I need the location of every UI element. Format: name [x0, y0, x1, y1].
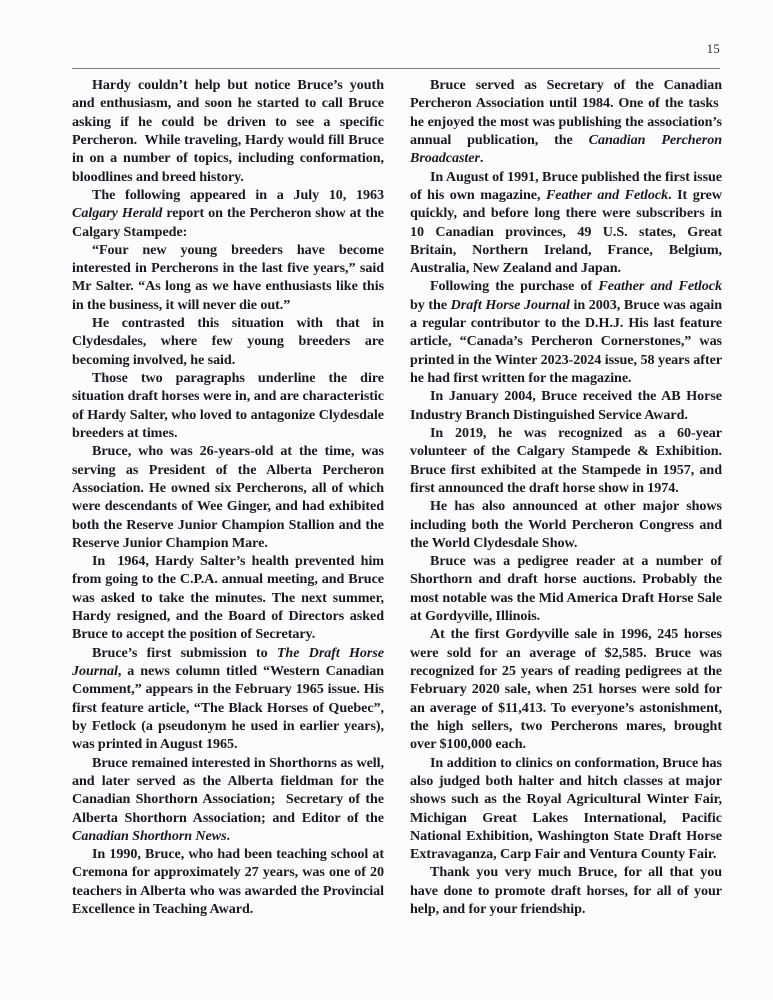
- paragraph-p-bruce-26: Bruce, who was 26-years-old at the time, was serving as President of the Alberta Percheron Association. He owned six Percherons, all of which were descendants of Wee Ginger, and had exhibited both the Reserve Junior Champion Stallion and the Reserve Junior Champion Mare.: [72, 443, 384, 551]
- paragraph-p-first-submission: Bruce’s first submission to The Draft Horse Journal, a news column titled “Western Canadian Comment,” appears in the February 1965 issue. His first feature article, “The Black Horses of Quebec”, by Fetlock (a pseudonym he used in earlier years), was printed in August 1965.: [72, 644, 384, 753]
- paragraph-p-following-appeared: The following appeared in a July 10, 1963 Calgary Herald report on the Percheron show at the Calgary Stampede:: [72, 186, 384, 240]
- paragraph-p-shorthorns: Bruce remained interested in Shorthorns as well, and later served as the Alberta fieldman for the Canadian Shorthorn Association; Secretary of the Alberta Shorthorn Association; and Editor of the Canadian Shorthorn News.: [72, 754, 384, 844]
- paragraph-p-gordyville-sale: At the first Gordyville sale in 1996, 245 horses were sold for an average of $2,585. Bruce was recognized for 25 years of reading pedigrees at the February 2020 sale, when 251 horses were sold for an average of $11,413. To everyone’s astonishment, the high sellers, two Percherons mares, brought over $100,000 each.: [410, 626, 722, 753]
- two-column-body: [72, 76, 722, 918]
- paragraph-p-purchase-dhj: Following the purchase of Feather and Fetlock by the Draft Horse Journal in 2003, Bruce was again a regular contributor to the D.H.J. His last feature article, “Canada’s Percheron Cornerstones,” was printed in the Winter 2023-2024 issue, 58 years after he had first written for the magazine.: [410, 278, 723, 386]
- paragraph-p-thank-you: Thank you very much Bruce, for all that you have done to promote draft horses, for all of your help, and for your friendship.: [410, 864, 722, 918]
- paragraph-p-secretary-cpa: Bruce served as Secretary of the Canadian Percheron Association until 1984. One of the tasks he enjoyed the most was publishing the association’s annual publication, the Canadian Percheron Broadcaster.: [410, 77, 722, 167]
- right-column: [410, 76, 722, 918]
- paragraph-p-two-paragraphs: Those two paragraphs underline the dire situation draft horses were in, and are characteristic of Hardy Salter, who loved to antagonize Clydesdale breeders at times.: [72, 370, 384, 441]
- paragraph-p-four-new-breeders: “Four new young breeders have become interested in Percherons in the last five years,” said Mr Salter. “As long as we have enthusiasts like this in the business, it will never die out.”: [72, 241, 384, 313]
- paragraph-p-hardy-notice: Hardy couldn’t help but notice Bruce’s youth and enthusiasm, and soon he started to call Bruce asking if he could be driven to see a specific Percheron. While traveling, Hardy would fill Bruce in on a number of topics, including conformation, bloodlines and breed history.: [72, 77, 384, 185]
- paragraph-p-clinics-judging: In addition to clinics on conformation, Bruce has also judged both halter and hitch classes at major shows such as the Royal Agricultural Winter Fair, Michigan Great Lakes International, Pacific National Exhibition, Washington State Draft Horse Extravaganza, Carp Fair and Ventura County Fair.: [410, 754, 722, 863]
- paragraph-p-2019-volunteer: In 2019, he was recognized as a 60-year volunteer of the Calgary Stampede & Exhibition. Bruce first exhibited at the Stampede in 1957, and first announced the draft horse show in 1974.: [410, 424, 722, 496]
- page-number: 15: [706, 41, 720, 56]
- paragraph-p-he-contrasted: He contrasted this situation with that in Clydesdales, where few young breeders are becoming involved, he said.: [72, 315, 384, 368]
- paragraph-p-1990-teaching: In 1990, Bruce, who had been teaching school at Cremona for approximately 27 years, was one of 20 teachers in Alberta who was awarded the Provincial Excellence in Teaching Award.: [72, 846, 384, 918]
- paragraph-p-pedigree-reader: Bruce was a pedigree reader at a number of Shorthorn and draft horse auctions. Probably the most notable was the Mid America Draft Horse Sale at Gordyville, Illinois.: [410, 553, 722, 625]
- paragraph-p-announced-shows: He has also announced at other major shows including both the World Percheron Congress and the World Clydesdale Show.: [410, 498, 722, 551]
- paragraph-p-2004-award: In January 2004, Bruce received the AB Horse Industry Branch Distinguished Service Award.: [410, 388, 722, 423]
- paragraph-p-august-1991: In August of 1991, Bruce published the first issue of his own magazine, Feather and Fetlock. It grew quickly, and before long there were subscribers in 10 Canadian provinces, 49 U.S. states, Great Britain, Northern Ireland, France, Belgium, Australia, New Zealand and Japan.: [410, 168, 722, 277]
- header-rule: [72, 68, 720, 69]
- paragraph-p-1964-health: In 1964, Hardy Salter’s health prevented him from going to the C.P.A. annual meeting, and Bruce was asked to take the minutes. The next summer, Hardy resigned, and the Board of Directors asked Bruce to accept the position of Secretary.: [72, 553, 384, 643]
- left-column: [72, 76, 384, 918]
